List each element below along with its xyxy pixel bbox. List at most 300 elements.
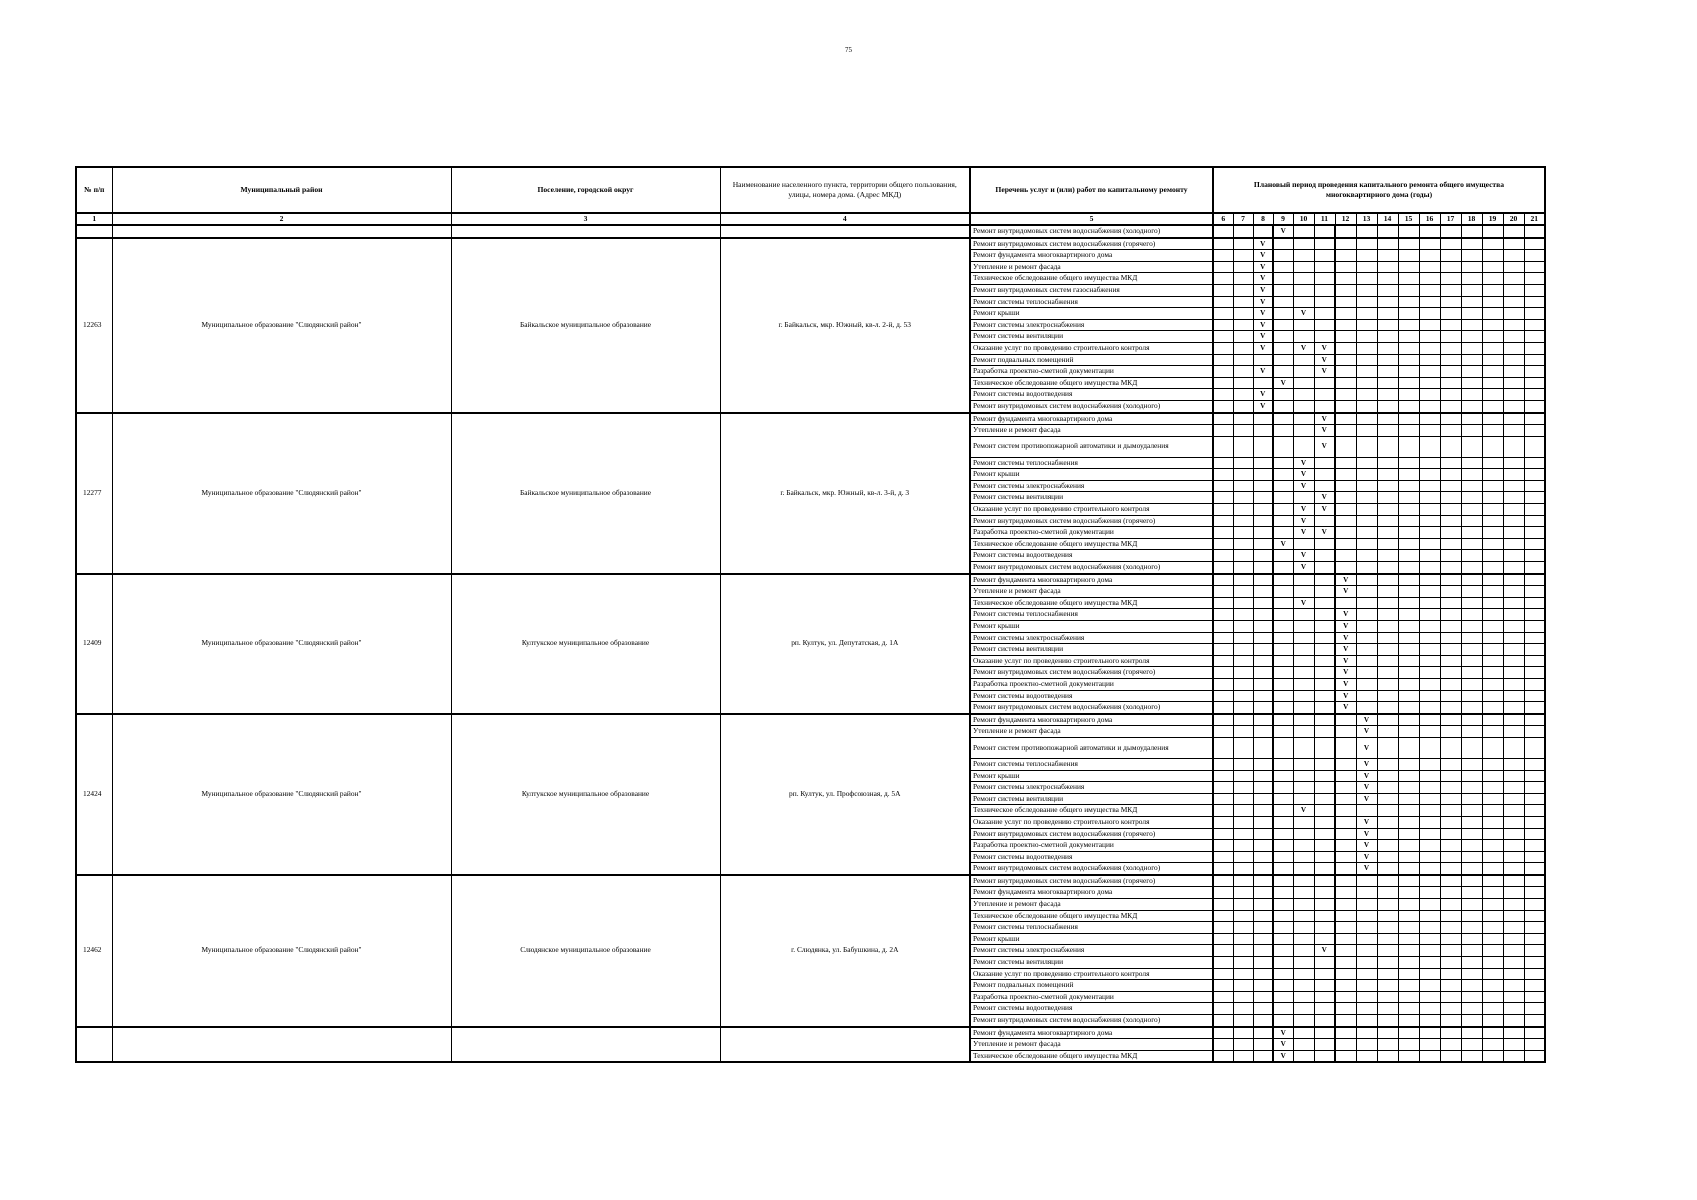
year-cell-16: [1419, 1015, 1440, 1027]
year-cell-9: [1273, 1003, 1293, 1015]
year-cell-11: [1314, 586, 1335, 598]
year-cell-9: [1273, 632, 1293, 644]
year-cell-14: [1377, 828, 1398, 840]
year-cell-20: [1503, 436, 1524, 457]
year-cell-14: [1377, 319, 1398, 331]
year-cell-21: [1524, 538, 1545, 550]
year-cell-8: [1253, 863, 1273, 875]
year-cell-20: [1503, 296, 1524, 308]
year-cell-13: [1356, 273, 1377, 285]
column-number: 6: [1213, 213, 1233, 225]
year-cell-13: [1356, 400, 1377, 412]
work-item: Ремонт системы водоотведения: [970, 851, 1213, 863]
page-number: 75: [845, 46, 852, 54]
year-cell-8: [1253, 910, 1273, 922]
year-cell-20: [1503, 1039, 1524, 1051]
year-cell-14: [1377, 342, 1398, 354]
year-cell-15: [1398, 828, 1419, 840]
year-cell-9: [1273, 562, 1293, 574]
year-cell-6: [1213, 667, 1233, 679]
year-cell-15: [1398, 644, 1419, 656]
year-cell-8: [1253, 737, 1273, 758]
year-cell-11: [1314, 678, 1335, 690]
year-cell-8: [1253, 899, 1273, 911]
year-cell-6: [1213, 1027, 1233, 1039]
year-cell-17: [1440, 1003, 1461, 1015]
year-cell-8: [1253, 413, 1273, 425]
year-cell-20: [1503, 515, 1524, 527]
year-mark-12: V: [1335, 632, 1356, 644]
year-cell-13: [1356, 968, 1377, 980]
year-cell-14: [1377, 586, 1398, 598]
year-cell-11: [1314, 667, 1335, 679]
year-cell-21: [1524, 805, 1545, 817]
year-cell-19: [1482, 366, 1503, 378]
year-cell-14: [1377, 655, 1398, 667]
year-cell-21: [1524, 597, 1545, 609]
year-cell-15: [1398, 793, 1419, 805]
work-item: Разработка проектно-сметной документации: [970, 840, 1213, 852]
year-cell-13: [1356, 957, 1377, 969]
year-cell-9: [1273, 655, 1293, 667]
year-cell-8: [1253, 504, 1273, 516]
year-cell-9: [1273, 933, 1293, 945]
work-item: Ремонт системы теплоснабжения: [970, 922, 1213, 934]
year-cell-18: [1461, 308, 1482, 320]
work-item: Ремонт системы теплоснабжения: [970, 609, 1213, 621]
year-cell-11: [1314, 793, 1335, 805]
year-cell-7: [1233, 933, 1253, 945]
year-cell-11: [1314, 538, 1335, 550]
work-item: Утепление и ремонт фасада: [970, 726, 1213, 738]
year-mark-12: V: [1335, 678, 1356, 690]
year-cell-10: [1293, 922, 1314, 934]
year-cell-18: [1461, 354, 1482, 366]
year-cell-17: [1440, 562, 1461, 574]
year-cell-7: [1233, 436, 1253, 457]
year-cell-16: [1419, 714, 1440, 726]
year-cell-21: [1524, 250, 1545, 262]
year-mark-11: V: [1314, 413, 1335, 425]
year-cell-16: [1419, 273, 1440, 285]
year-cell-16: [1419, 469, 1440, 481]
year-cell-8: [1253, 667, 1273, 679]
year-cell-19: [1482, 400, 1503, 412]
year-cell-13: [1356, 225, 1377, 238]
year-cell-12: [1335, 377, 1356, 389]
year-cell-16: [1419, 413, 1440, 425]
year-cell-8: [1253, 632, 1273, 644]
work-item: Утепление и ремонт фасада: [970, 261, 1213, 273]
year-cell-16: [1419, 991, 1440, 1003]
year-cell-18: [1461, 875, 1482, 887]
year-cell-17: [1440, 284, 1461, 296]
year-cell-16: [1419, 319, 1440, 331]
table-body: [76, 225, 1545, 1062]
year-cell-13: [1356, 586, 1377, 598]
year-cell-16: [1419, 366, 1440, 378]
work-item: Ремонт системы вентиляции: [970, 793, 1213, 805]
year-cell-17: [1440, 991, 1461, 1003]
year-cell-11: [1314, 457, 1335, 469]
year-cell-20: [1503, 342, 1524, 354]
year-mark-9: V: [1273, 377, 1293, 389]
year-cell-7: [1233, 840, 1253, 852]
work-item: Ремонт подвальных помещений: [970, 354, 1213, 366]
year-cell-18: [1461, 805, 1482, 817]
year-cell-18: [1461, 678, 1482, 690]
year-cell-15: [1398, 425, 1419, 437]
year-cell-15: [1398, 922, 1419, 934]
year-cell-9: [1273, 945, 1293, 957]
year-cell-15: [1398, 840, 1419, 852]
year-cell-21: [1524, 980, 1545, 992]
year-cell-16: [1419, 308, 1440, 320]
year-cell-9: [1273, 667, 1293, 679]
year-cell-15: [1398, 1003, 1419, 1015]
work-item: Ремонт системы вентиляции: [970, 957, 1213, 969]
year-cell-17: [1440, 922, 1461, 934]
work-item: Ремонт внутридомовых систем водоснабжения (горячего): [970, 238, 1213, 250]
year-cell-19: [1482, 538, 1503, 550]
year-cell-21: [1524, 377, 1545, 389]
year-cell-21: [1524, 273, 1545, 285]
year-cell-18: [1461, 851, 1482, 863]
year-cell-7: [1233, 851, 1253, 863]
year-cell-11: [1314, 609, 1335, 621]
year-cell-18: [1461, 991, 1482, 1003]
year-cell-6: [1213, 782, 1233, 794]
year-cell-15: [1398, 737, 1419, 758]
year-cell-6: [1213, 225, 1233, 238]
year-cell-20: [1503, 957, 1524, 969]
year-cell-17: [1440, 377, 1461, 389]
year-cell-10: [1293, 296, 1314, 308]
year-cell-17: [1440, 308, 1461, 320]
year-cell-6: [1213, 492, 1233, 504]
year-mark-12: V: [1335, 574, 1356, 586]
work-item: Ремонт внутридомовых систем водоснабжения (горячего): [970, 667, 1213, 679]
year-cell-13: [1356, 887, 1377, 899]
year-mark-11: V: [1314, 425, 1335, 437]
year-cell-19: [1482, 702, 1503, 714]
year-cell-17: [1440, 436, 1461, 457]
work-item: Ремонт фундамента многоквартирного дома: [970, 1027, 1213, 1039]
work-item: Ремонт системы водоотведения: [970, 550, 1213, 562]
year-cell-9: [1273, 480, 1293, 492]
year-cell-7: [1233, 515, 1253, 527]
year-cell-9: [1273, 319, 1293, 331]
year-mark-8: V: [1253, 366, 1273, 378]
year-cell-8: [1253, 702, 1273, 714]
year-cell-14: [1377, 574, 1398, 586]
year-cell-17: [1440, 690, 1461, 702]
work-item: Ремонт системы водоотведения: [970, 389, 1213, 401]
year-cell-12: [1335, 389, 1356, 401]
year-cell-9: [1273, 504, 1293, 516]
year-cell-21: [1524, 702, 1545, 714]
year-cell-17: [1440, 899, 1461, 911]
year-cell-9: [1273, 436, 1293, 457]
work-item: Ремонт крыши: [970, 621, 1213, 633]
year-cell-19: [1482, 284, 1503, 296]
year-cell-8: [1253, 574, 1273, 586]
year-cell-6: [1213, 678, 1233, 690]
year-cell-12: [1335, 284, 1356, 296]
year-cell-18: [1461, 480, 1482, 492]
year-cell-16: [1419, 667, 1440, 679]
year-cell-16: [1419, 782, 1440, 794]
year-cell-10: [1293, 840, 1314, 852]
year-cell-14: [1377, 527, 1398, 539]
year-cell-18: [1461, 504, 1482, 516]
year-cell-7: [1233, 945, 1253, 957]
year-cell-10: [1293, 377, 1314, 389]
year-cell-14: [1377, 515, 1398, 527]
year-cell-6: [1213, 980, 1233, 992]
year-cell-14: [1377, 887, 1398, 899]
year-cell-16: [1419, 354, 1440, 366]
year-cell-7: [1233, 1039, 1253, 1051]
year-cell-7: [1233, 714, 1253, 726]
year-cell-8: [1253, 527, 1273, 539]
year-cell-15: [1398, 758, 1419, 770]
year-cell-8: [1253, 586, 1273, 598]
year-cell-18: [1461, 261, 1482, 273]
year-cell-21: [1524, 632, 1545, 644]
year-cell-16: [1419, 238, 1440, 250]
work-item: Ремонт фундамента многоквартирного дома: [970, 413, 1213, 425]
year-cell-17: [1440, 828, 1461, 840]
year-cell-16: [1419, 957, 1440, 969]
year-cell-20: [1503, 805, 1524, 817]
year-cell-19: [1482, 515, 1503, 527]
year-cell-13: [1356, 492, 1377, 504]
year-cell-8: [1253, 377, 1273, 389]
district-name: Муниципальное образование "Слюдянский район": [112, 875, 451, 1027]
year-cell-14: [1377, 504, 1398, 516]
year-cell-8: [1253, 991, 1273, 1003]
year-cell-8: [1253, 1003, 1273, 1015]
year-cell-12: [1335, 366, 1356, 378]
year-cell-21: [1524, 574, 1545, 586]
year-cell-20: [1503, 492, 1524, 504]
year-cell-19: [1482, 968, 1503, 980]
year-cell-18: [1461, 644, 1482, 656]
year-cell-7: [1233, 574, 1253, 586]
year-cell-21: [1524, 366, 1545, 378]
year-cell-20: [1503, 550, 1524, 562]
year-cell-21: [1524, 793, 1545, 805]
year-cell-7: [1233, 793, 1253, 805]
year-cell-21: [1524, 225, 1545, 238]
year-cell-18: [1461, 816, 1482, 828]
year-cell-9: [1273, 644, 1293, 656]
year-cell-9: [1273, 457, 1293, 469]
year-cell-13: [1356, 538, 1377, 550]
year-cell-20: [1503, 621, 1524, 633]
year-cell-7: [1233, 726, 1253, 738]
year-cell-11: [1314, 621, 1335, 633]
year-cell-8: [1253, 793, 1273, 805]
table-row: [76, 238, 1545, 250]
year-cell-15: [1398, 782, 1419, 794]
year-cell-8: [1253, 436, 1273, 457]
work-item: Утепление и ремонт фасада: [970, 1039, 1213, 1051]
year-cell-16: [1419, 515, 1440, 527]
year-mark-10: V: [1293, 469, 1314, 481]
year-cell-17: [1440, 413, 1461, 425]
year-cell-13: [1356, 632, 1377, 644]
year-cell-13: [1356, 667, 1377, 679]
year-cell-14: [1377, 538, 1398, 550]
district-name: Муниципальное образование "Слюдянский район": [112, 238, 451, 413]
year-cell-18: [1461, 225, 1482, 238]
year-cell-10: [1293, 655, 1314, 667]
year-cell-9: [1273, 308, 1293, 320]
year-cell-16: [1419, 863, 1440, 875]
year-cell-10: [1293, 436, 1314, 457]
year-cell-15: [1398, 538, 1419, 550]
year-cell-18: [1461, 296, 1482, 308]
year-cell-7: [1233, 469, 1253, 481]
year-cell-16: [1419, 562, 1440, 574]
work-item: Техническое обследование общего имущества МКД: [970, 377, 1213, 389]
year-cell-20: [1503, 574, 1524, 586]
year-cell-12: [1335, 863, 1356, 875]
house-address: г. Байкальск, мкр. Южный, кв-л. 3-й, д. 3: [720, 413, 970, 574]
year-cell-6: [1213, 469, 1233, 481]
year-cell-17: [1440, 770, 1461, 782]
year-cell-7: [1233, 758, 1253, 770]
year-cell-17: [1440, 550, 1461, 562]
year-cell-7: [1233, 413, 1253, 425]
column-number: 18: [1461, 213, 1482, 225]
year-cell-15: [1398, 714, 1419, 726]
year-cell-20: [1503, 1015, 1524, 1027]
year-cell-20: [1503, 504, 1524, 516]
year-cell-12: [1335, 308, 1356, 320]
year-cell-6: [1213, 457, 1233, 469]
year-cell-17: [1440, 574, 1461, 586]
settlement-name: Култукское муниципальное образование: [451, 574, 720, 714]
year-cell-20: [1503, 527, 1524, 539]
year-mark-10: V: [1293, 527, 1314, 539]
year-cell-11: [1314, 1015, 1335, 1027]
year-cell-12: [1335, 1027, 1356, 1039]
year-cell-18: [1461, 828, 1482, 840]
year-cell-16: [1419, 550, 1440, 562]
year-cell-18: [1461, 933, 1482, 945]
year-cell-18: [1461, 250, 1482, 262]
year-cell-18: [1461, 492, 1482, 504]
year-cell-10: [1293, 667, 1314, 679]
year-cell-13: [1356, 354, 1377, 366]
work-item: Ремонт систем противопожарной автоматики и дымоудаления: [970, 436, 1213, 457]
year-cell-9: [1273, 702, 1293, 714]
year-cell-7: [1233, 480, 1253, 492]
year-cell-21: [1524, 828, 1545, 840]
year-cell-18: [1461, 840, 1482, 852]
year-cell-13: [1356, 296, 1377, 308]
header-settlement: Поселение, городской округ: [451, 167, 720, 213]
year-cell-15: [1398, 678, 1419, 690]
year-cell-14: [1377, 793, 1398, 805]
work-item: Оказание услуг по проведению строительного контроля: [970, 342, 1213, 354]
year-cell-11: [1314, 1050, 1335, 1062]
year-cell-11: [1314, 632, 1335, 644]
year-cell-15: [1398, 354, 1419, 366]
year-cell-8: [1253, 425, 1273, 437]
year-cell-14: [1377, 1027, 1398, 1039]
year-mark-12: V: [1335, 621, 1356, 633]
house-address: [720, 1027, 970, 1063]
year-mark-11: V: [1314, 354, 1335, 366]
year-cell-14: [1377, 457, 1398, 469]
year-cell-20: [1503, 609, 1524, 621]
year-cell-17: [1440, 980, 1461, 992]
year-cell-18: [1461, 899, 1482, 911]
header-works: Перечень услуг и (или) работ по капитальному ремонту: [970, 167, 1213, 213]
year-cell-17: [1440, 261, 1461, 273]
header-number: № п/п: [76, 167, 112, 213]
year-cell-16: [1419, 342, 1440, 354]
year-cell-13: [1356, 980, 1377, 992]
year-cell-17: [1440, 250, 1461, 262]
year-mark-8: V: [1253, 284, 1273, 296]
year-cell-7: [1233, 991, 1253, 1003]
year-cell-16: [1419, 296, 1440, 308]
year-mark-10: V: [1293, 480, 1314, 492]
year-cell-15: [1398, 492, 1419, 504]
year-cell-21: [1524, 308, 1545, 320]
year-cell-14: [1377, 737, 1398, 758]
year-cell-19: [1482, 922, 1503, 934]
year-cell-14: [1377, 968, 1398, 980]
year-cell-19: [1482, 527, 1503, 539]
year-cell-13: [1356, 480, 1377, 492]
year-cell-13: [1356, 609, 1377, 621]
year-cell-15: [1398, 504, 1419, 516]
year-cell-13: [1356, 425, 1377, 437]
year-cell-21: [1524, 726, 1545, 738]
year-cell-12: [1335, 331, 1356, 343]
year-cell-14: [1377, 273, 1398, 285]
year-cell-15: [1398, 655, 1419, 667]
year-cell-18: [1461, 726, 1482, 738]
year-cell-17: [1440, 366, 1461, 378]
year-cell-9: [1273, 413, 1293, 425]
year-mark-13: V: [1356, 863, 1377, 875]
year-cell-12: [1335, 875, 1356, 887]
year-cell-11: [1314, 597, 1335, 609]
year-cell-7: [1233, 261, 1253, 273]
year-cell-17: [1440, 632, 1461, 644]
year-mark-8: V: [1253, 331, 1273, 343]
year-cell-8: [1253, 655, 1273, 667]
year-cell-6: [1213, 296, 1233, 308]
year-cell-13: [1356, 562, 1377, 574]
year-cell-15: [1398, 273, 1419, 285]
year-mark-12: V: [1335, 586, 1356, 598]
table-row: [76, 1027, 1545, 1039]
year-cell-17: [1440, 238, 1461, 250]
year-cell-12: [1335, 770, 1356, 782]
year-mark-10: V: [1293, 515, 1314, 527]
year-cell-15: [1398, 250, 1419, 262]
year-cell-10: [1293, 782, 1314, 794]
year-cell-12: [1335, 436, 1356, 457]
